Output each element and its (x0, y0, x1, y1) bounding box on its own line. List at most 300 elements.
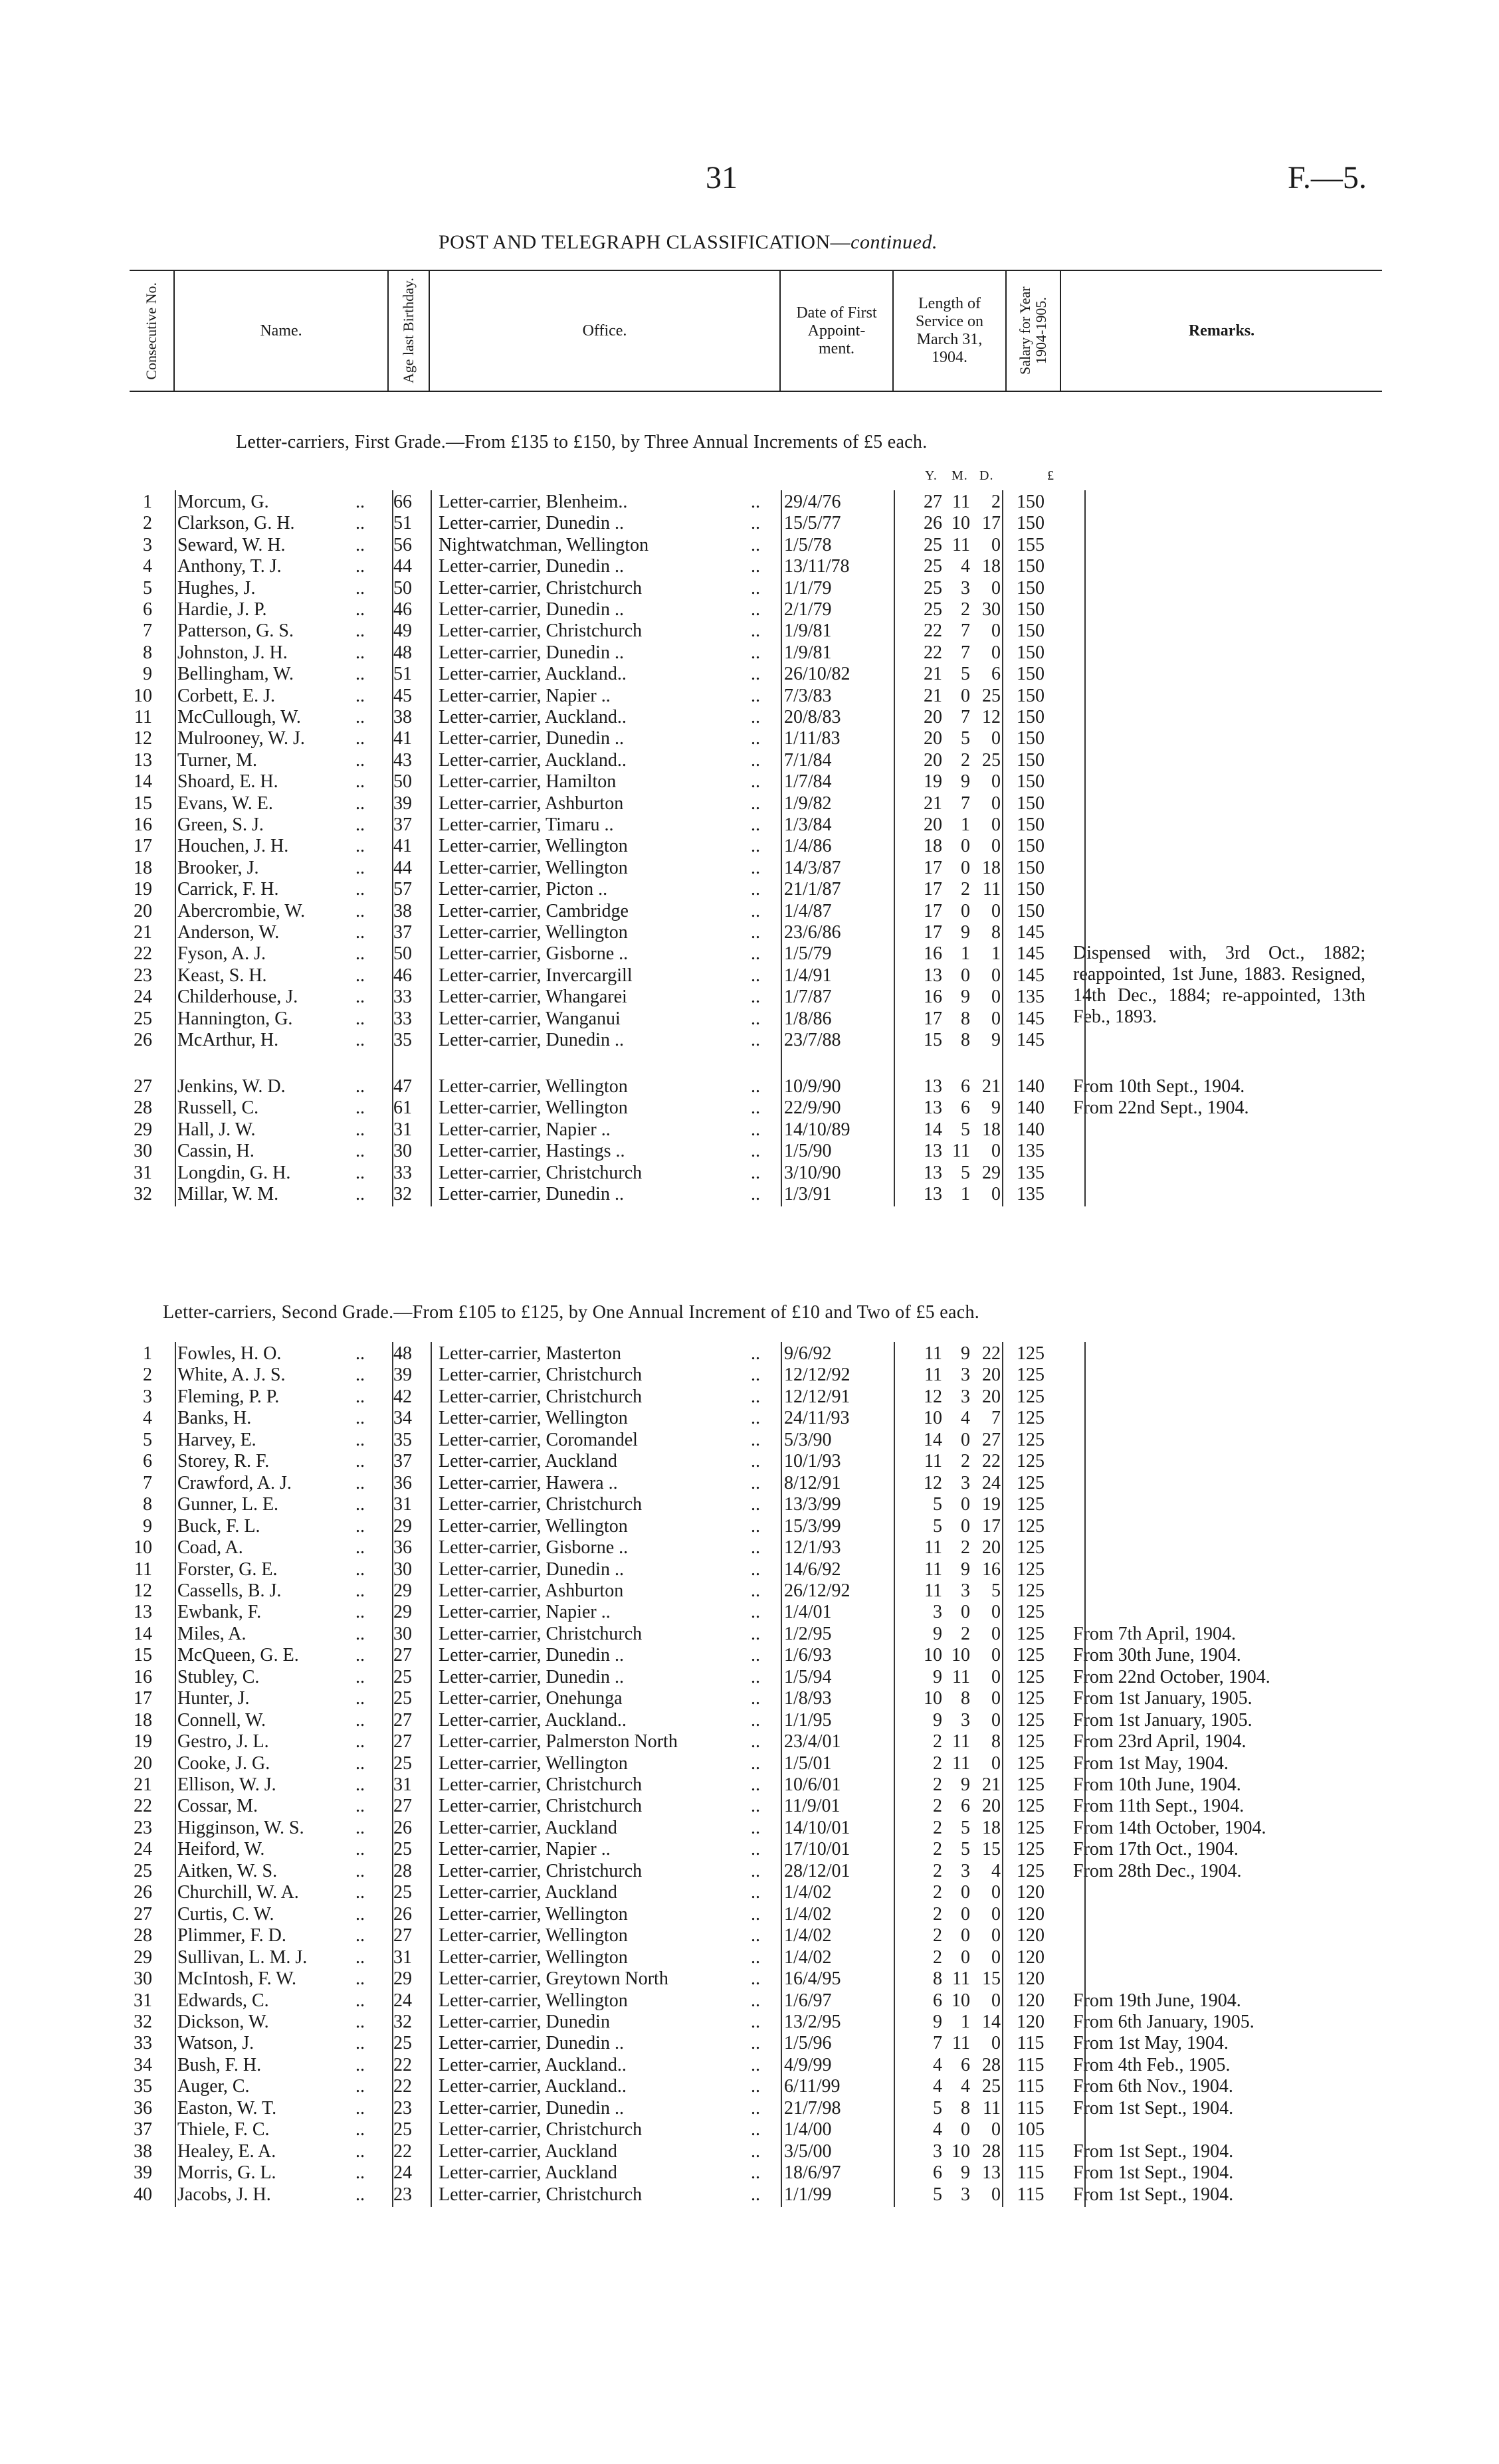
row-months: 0 (961, 1515, 970, 1537)
row-date: 3/5/00 (784, 2140, 832, 2162)
table-row (130, 2076, 1382, 2098)
row-remark: From 23rd April, 1904. (1073, 1731, 1247, 1753)
row-number: 11 (134, 1559, 152, 1580)
leader-dots: .. (355, 1030, 365, 1050)
row-office: Letter-carrier, Timaru .. (439, 814, 614, 835)
row-months: 8 (961, 2097, 970, 2119)
leader-dots: .. (751, 1731, 760, 1753)
row-age: 48 (393, 1343, 412, 1364)
row-office: Letter-carrier, Gisborne .. (439, 1537, 629, 1559)
row-months: 9 (961, 771, 970, 793)
row-years: 13 (924, 1141, 942, 1162)
row-office: Letter-carrier, Dunedin .. (439, 1645, 624, 1666)
row-months: 3 (961, 2184, 970, 2205)
row-office: Letter-carrier, Auckland (439, 1817, 617, 1838)
table-row (130, 1861, 1382, 1883)
row-number: 19 (134, 879, 152, 900)
row-salary: 125 (1017, 1515, 1045, 1537)
row-office: Letter-carrier, Wellington (439, 1408, 628, 1429)
row-date: 1/4/02 (784, 1925, 832, 1946)
row-months: 11 (952, 1753, 970, 1774)
row-months: 0 (961, 1882, 970, 1903)
row-salary: 150 (1017, 900, 1045, 921)
row-years: 2 (933, 1817, 942, 1838)
row-months: 10 (951, 1645, 970, 1666)
row-office: Letter-carrier, Auckland (439, 2140, 617, 2162)
leader-dots: .. (751, 1903, 760, 1925)
row-age: 29 (393, 1968, 412, 1990)
row-years: 2 (933, 1903, 942, 1925)
row-name: Hall, J. W. (177, 1119, 256, 1140)
row-date: 1/6/97 (784, 1990, 832, 2011)
row-salary: 125 (1017, 1343, 1045, 1364)
row-months: 5 (961, 1839, 970, 1860)
row-name: Heiford, W. (177, 1839, 265, 1860)
leader-dots: .. (355, 1623, 365, 1644)
row-days: 4 (991, 1860, 1001, 1881)
row-months: 11 (952, 1141, 970, 1162)
row-number: 16 (134, 1666, 152, 1687)
row-years: 6 (933, 2162, 942, 2184)
leader-dots: .. (355, 728, 365, 749)
table-row (130, 1774, 1382, 1796)
row-days: 0 (991, 642, 1001, 663)
row-office: Letter-carrier, Dunedin .. (439, 599, 624, 620)
row-years: 11 (924, 1580, 942, 1601)
row-salary: 115 (1017, 2184, 1045, 2205)
row-name: Bush, F. H. (177, 2054, 262, 2075)
leader-dots: .. (355, 1990, 365, 2011)
row-days: 0 (991, 2033, 1001, 2054)
row-office: Letter-carrier, Christchurch (439, 2184, 643, 2205)
row-age: 61 (393, 1097, 412, 1119)
table-row (130, 2119, 1382, 2141)
row-salary: 120 (1017, 1990, 1045, 2011)
row-days: 0 (991, 534, 1001, 555)
row-months: 3 (961, 1580, 970, 1601)
leader-dots: .. (751, 836, 760, 857)
row-age: 56 (393, 534, 412, 555)
leader-dots: .. (751, 1097, 760, 1119)
row-number: 31 (134, 1162, 152, 1183)
leader-dots: .. (751, 1580, 760, 1601)
leader-dots: .. (751, 2097, 760, 2119)
row-date: 21/7/98 (784, 2097, 841, 2119)
row-salary: 125 (1017, 1688, 1045, 1709)
leader-dots: .. (751, 749, 760, 771)
row-office: Letter-carrier, Christchurch (439, 1623, 643, 1644)
row-name: White, A. J. S. (177, 1365, 286, 1386)
leader-dots: .. (355, 1602, 365, 1623)
leader-dots: .. (751, 900, 760, 921)
row-office: Letter-carrier, Auckland.. (439, 2054, 627, 2075)
unit-years: Y. (925, 468, 938, 483)
row-date: 26/12/92 (784, 1580, 850, 1601)
row-office: Letter-carrier, Wellington (439, 1946, 628, 1968)
row-months: 9 (961, 987, 970, 1008)
table-row (130, 1473, 1382, 1495)
row-office: Letter-carrier, Auckland (439, 1882, 617, 1903)
row-name: Connell, W. (177, 1709, 266, 1731)
leader-dots: .. (751, 1990, 760, 2011)
row-office: Letter-carrier, Wellington (439, 1515, 628, 1537)
table-row (130, 2184, 1382, 2206)
row-date: 12/1/93 (784, 1537, 841, 1559)
row-remark: From 14th October, 1904. (1073, 1817, 1266, 1838)
row-age: 39 (393, 1365, 412, 1386)
row-years: 10 (924, 1688, 942, 1709)
row-days: 0 (991, 1184, 1001, 1204)
row-months: 7 (961, 642, 970, 663)
row-age: 34 (393, 1408, 412, 1429)
row-months: 0 (961, 1429, 970, 1450)
col-age (389, 271, 430, 391)
row-number: 13 (134, 749, 152, 771)
leader-dots: .. (751, 814, 760, 835)
row-days: 21 (982, 1774, 1001, 1795)
row-years: 25 (924, 534, 942, 555)
row-name: Forster, G. E. (177, 1559, 278, 1580)
col-service-label: Length of Service on March 31, 1904. (916, 295, 983, 366)
row-salary: 115 (1017, 2162, 1045, 2184)
row-date: 1/8/93 (784, 1688, 832, 1709)
row-name: Jenkins, W. D. (177, 1076, 286, 1097)
leader-dots: .. (751, 534, 760, 555)
row-years: 10 (924, 1408, 942, 1429)
row-date: 7/1/84 (784, 749, 832, 771)
row-office: Letter-carrier, Hamilton (439, 771, 617, 793)
row-years: 11 (924, 1365, 942, 1386)
row-days: 17 (982, 513, 1001, 534)
row-office: Letter-carrier, Christchurch (439, 1386, 643, 1407)
row-age: 27 (393, 1796, 412, 1817)
row-office: Letter-carrier, Dunedin .. (439, 642, 624, 663)
row-days: 22 (982, 1451, 1001, 1472)
row-age: 36 (393, 1472, 412, 1493)
row-years: 25 (924, 577, 942, 599)
row-date: 1/4/00 (784, 2119, 832, 2140)
row-name: Clarkson, G. H. (177, 513, 295, 534)
row-name: McCullough, W. (177, 707, 301, 727)
row-office: Letter-carrier, Auckland (439, 1451, 617, 1472)
table-row (130, 750, 1382, 772)
row-date: 21/1/87 (784, 879, 841, 900)
row-number: 27 (134, 1903, 152, 1925)
row-office: Letter-carrier, Auckland.. (439, 1709, 627, 1731)
row-date: 23/7/88 (784, 1030, 841, 1050)
table-row (130, 1119, 1382, 1141)
row-date: 1/5/90 (784, 1141, 832, 1162)
row-salary: 125 (1017, 1774, 1045, 1795)
row-salary: 155 (1017, 534, 1045, 555)
row-office: Letter-carrier, Whangarei (439, 987, 627, 1008)
title-main: POST AND TELEGRAPH CLASSIFICATION— (439, 231, 851, 253)
row-days: 0 (991, 900, 1001, 921)
row-days: 0 (991, 1946, 1001, 1968)
table-row (130, 1030, 1382, 1052)
column-rule (894, 490, 895, 1206)
row-salary: 135 (1017, 1162, 1045, 1183)
row-age: 27 (393, 1925, 412, 1946)
row-days: 0 (991, 728, 1001, 749)
row-days: 6 (991, 664, 1001, 685)
table-row (130, 1343, 1382, 1365)
row-years: 13 (924, 1076, 942, 1097)
row-years: 26 (924, 513, 942, 534)
row-date: 18/6/97 (784, 2162, 841, 2184)
leader-dots: .. (355, 771, 365, 793)
row-days: 28 (982, 2140, 1001, 2162)
leader-dots: .. (751, 2011, 760, 2032)
row-years: 5 (933, 1494, 942, 1515)
table-row (130, 1968, 1382, 1990)
leader-dots: .. (355, 793, 365, 814)
leader-dots: .. (355, 1386, 365, 1407)
row-age: 44 (393, 556, 412, 577)
leader-dots: .. (355, 1903, 365, 1925)
row-years: 17 (924, 900, 942, 921)
row-office: Letter-carrier, Dunedin .. (439, 556, 624, 577)
row-number: 40 (134, 2184, 152, 2205)
leader-dots: .. (355, 1709, 365, 1731)
column-rule (392, 490, 393, 1206)
leader-dots: .. (355, 1753, 365, 1774)
row-name: Turner, M. (177, 749, 257, 771)
row-number: 8 (143, 642, 152, 663)
row-years: 17 (924, 879, 942, 900)
row-number: 26 (134, 1030, 152, 1050)
row-age: 29 (393, 1602, 412, 1623)
row-months: 2 (961, 599, 970, 620)
row-name: Auger, C. (177, 2076, 250, 2097)
row-date: 15/5/77 (784, 513, 841, 534)
row-salary: 115 (1017, 2033, 1045, 2054)
row-age: 31 (393, 1119, 412, 1140)
row-name: Bellingham, W. (177, 664, 294, 685)
row-name: Millar, W. M. (177, 1184, 279, 1204)
row-date: 1/6/93 (784, 1645, 832, 1666)
row-age: 27 (393, 1709, 412, 1731)
row-age: 32 (393, 2011, 412, 2032)
leader-dots: .. (355, 1408, 365, 1429)
table-row (130, 664, 1382, 686)
row-salary: 105 (1017, 2119, 1045, 2140)
row-salary: 150 (1017, 814, 1045, 835)
row-number: 35 (134, 2076, 152, 2097)
row-age: 38 (393, 707, 412, 727)
row-number: 25 (134, 1008, 152, 1029)
leader-dots: .. (751, 1008, 760, 1029)
table-row (130, 1904, 1382, 1926)
row-name: Hunter, J. (177, 1688, 250, 1709)
row-office: Letter-carrier, Auckland.. (439, 707, 627, 727)
row-months: 2 (961, 749, 970, 771)
leader-dots: .. (751, 1839, 760, 1860)
leader-dots: .. (751, 1666, 760, 1687)
leader-dots: .. (751, 492, 760, 512)
row-months: 3 (961, 1472, 970, 1493)
row-number: 31 (134, 1990, 152, 2011)
column-rule (781, 1342, 782, 2207)
row-number: 8 (143, 1494, 152, 1515)
row-age: 25 (393, 1839, 412, 1860)
row-salary: 150 (1017, 599, 1045, 620)
row-date: 29/4/76 (784, 492, 841, 512)
row-months: 3 (961, 577, 970, 599)
row-salary: 150 (1017, 771, 1045, 793)
leader-dots: .. (751, 1429, 760, 1450)
row-years: 9 (933, 1623, 942, 1644)
row-salary: 125 (1017, 1559, 1045, 1580)
row-name: Curtis, C. W. (177, 1903, 274, 1925)
row-office: Letter-carrier, Dunedin .. (439, 1184, 624, 1204)
row-number: 28 (134, 1925, 152, 1946)
row-office: Letter-carrier, Palmerston North (439, 1731, 678, 1753)
row-number: 9 (143, 1515, 152, 1537)
leader-dots: .. (355, 492, 365, 512)
row-days: 15 (982, 1839, 1001, 1860)
table-row (130, 1076, 1382, 1098)
row-years: 2 (933, 1860, 942, 1881)
row-number: 14 (134, 1623, 152, 1644)
row-years: 11 (924, 1559, 942, 1580)
table-row (130, 1710, 1382, 1732)
row-days: 0 (991, 1925, 1001, 1946)
leader-dots: .. (355, 857, 365, 878)
row-name: Churchill, W. A. (177, 1882, 299, 1903)
row-remark: From 1st January, 1905. (1073, 1709, 1252, 1731)
leader-dots: .. (751, 1076, 760, 1097)
row-number: 33 (134, 2033, 152, 2054)
unit-months: M. (951, 468, 968, 483)
row-salary: 150 (1017, 664, 1045, 685)
row-months: 4 (961, 2076, 970, 2097)
row-name: Cassin, H. (177, 1141, 254, 1162)
row-days: 22 (982, 1343, 1001, 1364)
row-salary: 125 (1017, 1494, 1045, 1515)
leader-dots: .. (751, 2140, 760, 2162)
row-remark: From 10th June, 1904. (1073, 1774, 1241, 1795)
table-row (130, 556, 1382, 578)
leader-dots: .. (355, 1537, 365, 1559)
row-salary: 145 (1017, 1030, 1045, 1050)
row-number: 24 (134, 987, 152, 1008)
row-date: 16/4/95 (784, 1968, 841, 1990)
row-months: 11 (952, 534, 970, 555)
row-name: Fowles, H. O. (177, 1343, 282, 1364)
row-office: Letter-carrier, Christchurch (439, 620, 643, 642)
leader-dots: .. (751, 857, 760, 878)
row-days: 0 (991, 1990, 1001, 2011)
row-office: Letter-carrier, Dunedin .. (439, 2033, 624, 2054)
col-date-label: Date of First Appoint-ment. (796, 304, 877, 357)
row-days: 18 (982, 857, 1001, 878)
table-row (130, 1882, 1382, 1904)
leader-dots: .. (355, 943, 365, 965)
column-rule (1084, 490, 1086, 1206)
row-name: Plimmer, F. D. (177, 1925, 286, 1946)
row-years: 5 (933, 1515, 942, 1537)
row-years: 13 (924, 1162, 942, 1183)
row-number: 16 (134, 814, 152, 835)
leader-dots: .. (355, 1688, 365, 1709)
row-name: Abercrombie, W. (177, 900, 306, 921)
row-days: 20 (982, 1386, 1001, 1407)
row-salary: 140 (1017, 1119, 1045, 1140)
row-months: 0 (961, 1946, 970, 1968)
row-office: Letter-carrier, Dunedin .. (439, 1030, 624, 1050)
row-age: 31 (393, 1946, 412, 1968)
row-salary: 150 (1017, 793, 1045, 814)
column-rule (392, 1342, 393, 2207)
row-date: 1/5/94 (784, 1666, 832, 1687)
row-months: 5 (961, 1817, 970, 1838)
leader-dots: .. (355, 1076, 365, 1097)
row-salary: 145 (1017, 1008, 1045, 1029)
row-age: 31 (393, 1774, 412, 1795)
row-years: 3 (933, 1602, 942, 1623)
table-row (130, 1537, 1382, 1559)
row-age: 29 (393, 1515, 412, 1537)
page-title (439, 231, 938, 254)
row-date: 8/12/91 (784, 1472, 841, 1493)
row-salary: 125 (1017, 1429, 1045, 1450)
row-years: 19 (924, 771, 942, 793)
row-salary: 125 (1017, 1386, 1045, 1407)
row-number: 19 (134, 1731, 152, 1753)
row-months: 2 (961, 1623, 970, 1644)
row-months: 2 (961, 879, 970, 900)
row-office: Letter-carrier, Wellington (439, 1990, 628, 2011)
row-salary: 140 (1017, 1097, 1045, 1119)
row-months: 6 (961, 1076, 970, 1097)
row-months: 1 (961, 1184, 970, 1204)
row-remark: From 11th Sept., 1904. (1073, 1796, 1245, 1817)
leader-dots: .. (355, 1882, 365, 1903)
row-months: 0 (961, 1925, 970, 1946)
row-days: 18 (982, 556, 1001, 577)
row-name: Gunner, L. E. (177, 1494, 279, 1515)
row-number: 32 (134, 2011, 152, 2032)
row-name: Ewbank, F. (177, 1602, 262, 1623)
row-salary: 125 (1017, 1839, 1045, 1860)
col-name (175, 271, 389, 391)
row-days: 0 (991, 1753, 1001, 1774)
row-remark: From 28th Dec., 1904. (1073, 1860, 1242, 1881)
row-number: 15 (134, 1645, 152, 1666)
section1-heading: Letter-carriers, First Grade.—From £135 to £150, by Three Annual Increments of £5 each. (236, 432, 928, 452)
row-remark: From 19th June, 1904. (1073, 1990, 1241, 2011)
row-age: 42 (393, 1386, 412, 1407)
leader-dots: .. (751, 793, 760, 814)
table-row (130, 2141, 1382, 2163)
leader-dots: .. (751, 577, 760, 599)
leader-dots: .. (355, 2076, 365, 2097)
row-days: 0 (991, 1709, 1001, 1731)
leader-dots: .. (355, 2140, 365, 2162)
row-number: 25 (134, 1860, 152, 1881)
row-salary: 150 (1017, 728, 1045, 749)
row-days: 0 (991, 1141, 1001, 1162)
row-days: 0 (991, 1623, 1001, 1644)
table-row (130, 2162, 1382, 2184)
row-date: 13/2/95 (784, 2011, 841, 2032)
row-date: 1/11/83 (784, 728, 841, 749)
row-age: 49 (393, 620, 412, 642)
table-row (130, 707, 1382, 729)
row-number: 7 (143, 620, 152, 642)
row-months: 2 (961, 1451, 970, 1472)
